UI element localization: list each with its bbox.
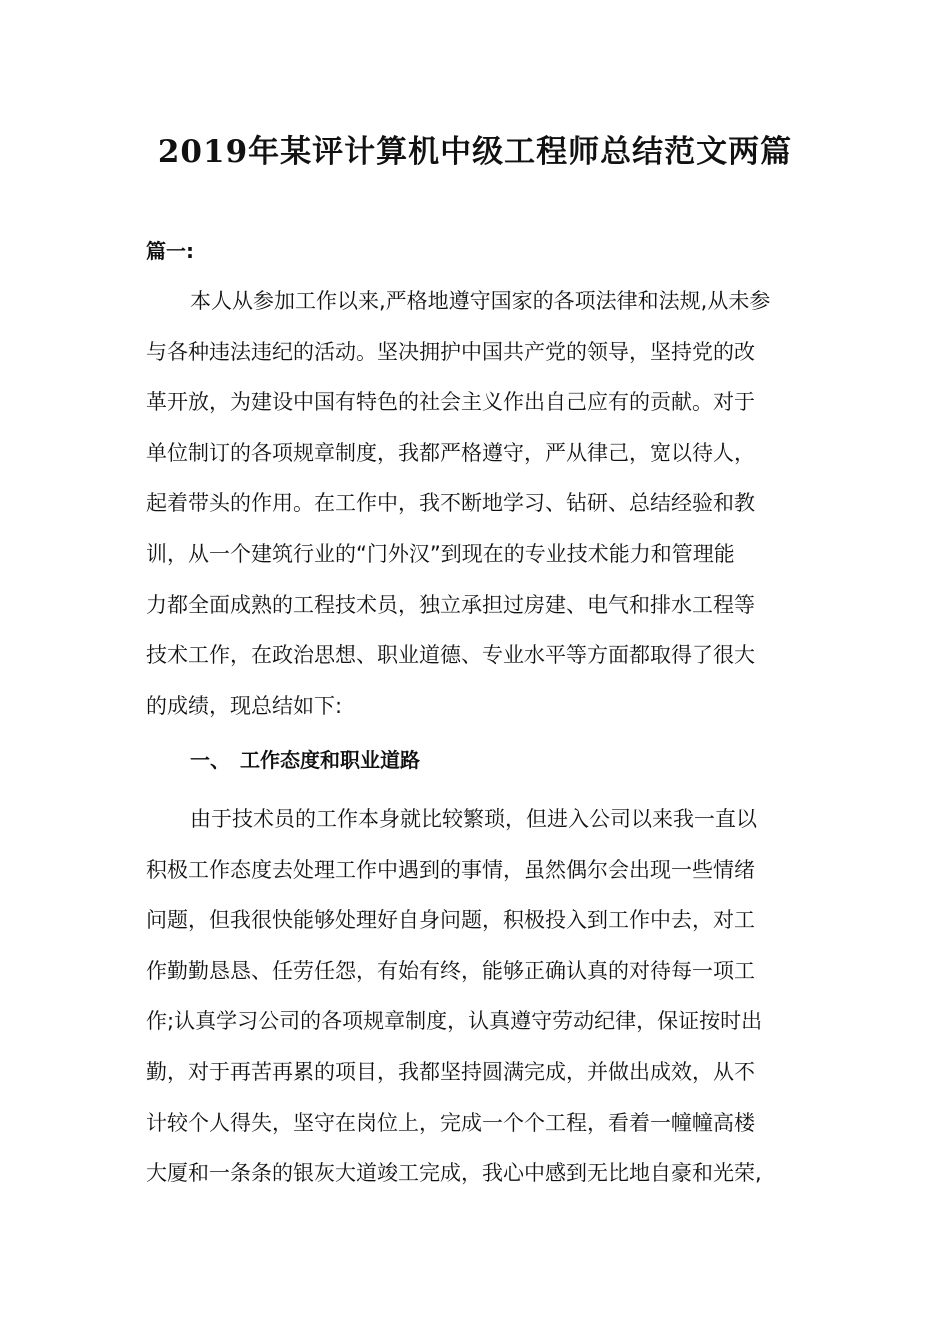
paragraph-line: 起着带头的作用。在工作中，我不断地学习、钻研、总结经验和教: [146, 491, 755, 516]
document-title: 2019年某评计算机中级工程师总结范文两篇: [157, 134, 793, 170]
paragraph-line: 技术工作，在政治思想、职业道德、专业水平等方面都取得了很大: [146, 643, 755, 668]
paragraph-line: 作;认真学习公司的各项规章制度，认真遵守劳动纪律，保证按时出: [146, 1009, 763, 1034]
paragraph-line: 单位制订的各项规章制度，我都严格遵守，严从律己，宽以待人，: [146, 440, 755, 465]
paragraph-line: 由于技术员的工作本身就比较繁琐，但进入公司以来我一直以: [190, 807, 757, 831]
heading-text: 工作态度和职业道路: [240, 748, 420, 772]
paragraph-line: 作勤勤恳恳、任劳任怨，有始有终，能够正确认真的对待每一项工: [146, 958, 755, 983]
paragraph-line: 训，从一个建筑行业的“门外汉”到现在的专业技术能力和管理能: [146, 541, 735, 566]
paragraph-1: [146, 276, 806, 731]
paragraph-line: 力都全面成熟的工程技术员，独立承担过房建、电气和排水工程等: [146, 592, 755, 617]
paragraph-2: [146, 794, 806, 1199]
paragraph-line: 计较个人得失，坚守在岗位上，完成一个个工程，看着一幢幢高楼: [146, 1110, 755, 1135]
paragraph-line: 本人从参加工作以来,严格地遵守国家的各项法律和法规,从未参: [190, 289, 771, 313]
heading-number: 一、: [190, 748, 230, 772]
paragraph-line: 与各种违法违纪的活动。坚决拥护中国共产党的领导，坚持党的改: [146, 339, 755, 364]
section-label: 篇一:: [146, 239, 194, 263]
paragraph-line: 积极工作态度去处理工作中遇到的事情，虽然偶尔会出现一些情绪: [146, 857, 755, 882]
paragraph-line: 问题，但我很快能够处理好自身问题，积极投入到工作中去，对工: [146, 908, 755, 933]
paragraph-line: 革开放，为建设中国有特色的社会主义作出自己应有的贡献。对于: [146, 390, 755, 415]
paragraph-line: 勤，对于再苦再累的项目，我都坚持圆满完成，并做出成效，从不: [146, 1059, 755, 1084]
paragraph-line: 的成绩，现总结如下:: [146, 693, 343, 718]
paragraph-line: 大厦和一条条的银灰大道竣工完成，我心中感到无比地自豪和光荣,: [146, 1161, 762, 1186]
section-heading: [190, 740, 420, 780]
